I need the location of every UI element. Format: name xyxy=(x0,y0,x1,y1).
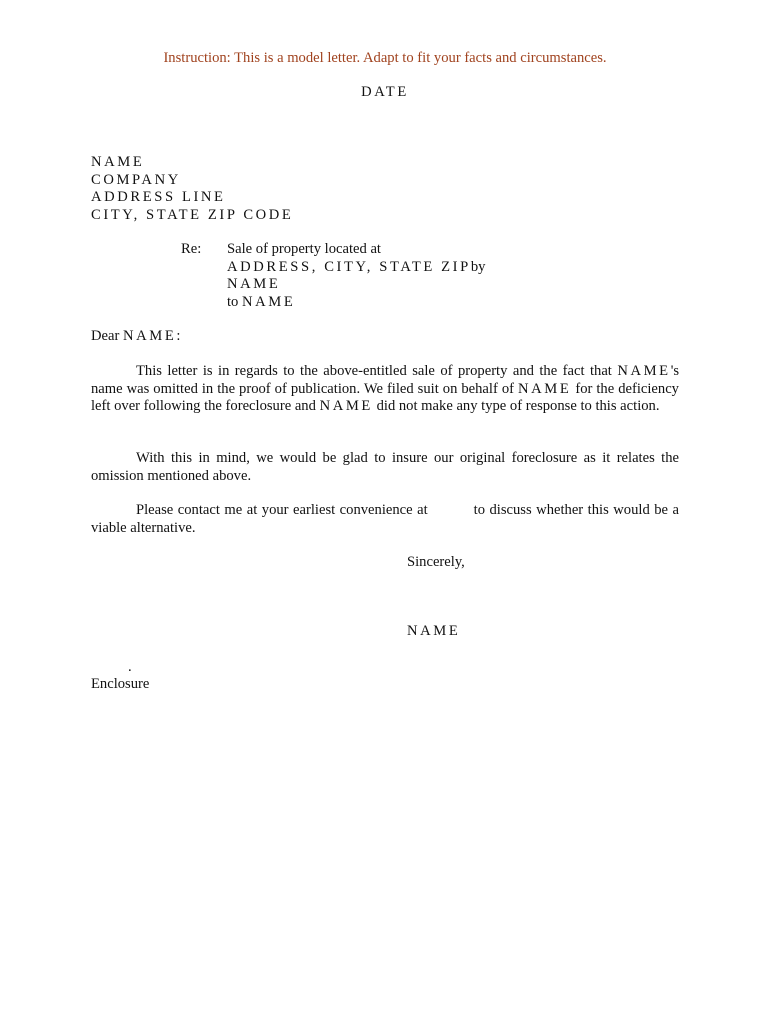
salutation-suffix: : xyxy=(176,328,181,344)
body-paragraph-3 xyxy=(91,502,679,537)
re-property-address: ADDRESS, CITY, STATE ZIP xyxy=(227,258,471,275)
re-buyer-name: NAME xyxy=(242,293,296,310)
p1-text-c: for the deficiency left over following the foreclosure and xyxy=(91,380,679,415)
re-line-4-prefix: to xyxy=(227,293,239,310)
body-paragraph-2 xyxy=(91,450,679,485)
recipient-city-state-zip: CITY, STATE ZIP CODE xyxy=(91,206,294,223)
salutation xyxy=(91,328,180,345)
letter-date: DATE xyxy=(361,84,409,100)
p3-text-a: Please contact me at your earliest convenience at xyxy=(136,502,428,518)
p1-name-3: NAME xyxy=(319,398,373,415)
closing-sincerely: Sincerely, xyxy=(407,554,465,570)
p1-name-1: NAME xyxy=(617,363,671,379)
body-paragraph-1 xyxy=(91,363,679,416)
p3-text-b: to discuss whether this would be a viable alternative. xyxy=(91,502,679,536)
recipient-address-line: ADDRESS LINE xyxy=(91,189,226,205)
enclosure-note: Enclosure xyxy=(91,676,150,692)
re-subject-block xyxy=(227,241,485,311)
recipient-company: COMPANY xyxy=(91,171,181,188)
salutation-name: NAME xyxy=(123,328,177,344)
instruction-note: Instruction: This is a model letter. Adapt to fit your facts and circumstances. xyxy=(163,50,607,66)
re-line-2 xyxy=(227,259,485,277)
salutation-prefix: Dear xyxy=(91,328,120,344)
p2-text: With this in mind, we would be glad to insure our original foreclosure as it relates the omission mentioned above. xyxy=(91,450,679,484)
re-line-1: Sale of property located at xyxy=(227,241,381,257)
recipient-address-block xyxy=(91,154,293,224)
signature-name: NAME xyxy=(407,623,461,639)
re-label: Re: xyxy=(181,241,202,257)
recipient-name: NAME xyxy=(91,154,145,170)
p1-text-d: did not make any type of response to this action. xyxy=(376,398,660,415)
stray-period: . xyxy=(128,659,132,675)
re-line-2-suffix: by xyxy=(470,258,486,275)
p1-text-a: This letter is in regards to the above-entitled sale of property and the fact that xyxy=(136,363,612,379)
p1-name-2: NAME xyxy=(517,380,572,397)
p1-text-b: 's name was omitted in the proof of publication. We filed suit on behalf of xyxy=(91,363,679,397)
re-line-4 xyxy=(227,294,485,312)
re-seller-name: NAME xyxy=(227,276,281,292)
